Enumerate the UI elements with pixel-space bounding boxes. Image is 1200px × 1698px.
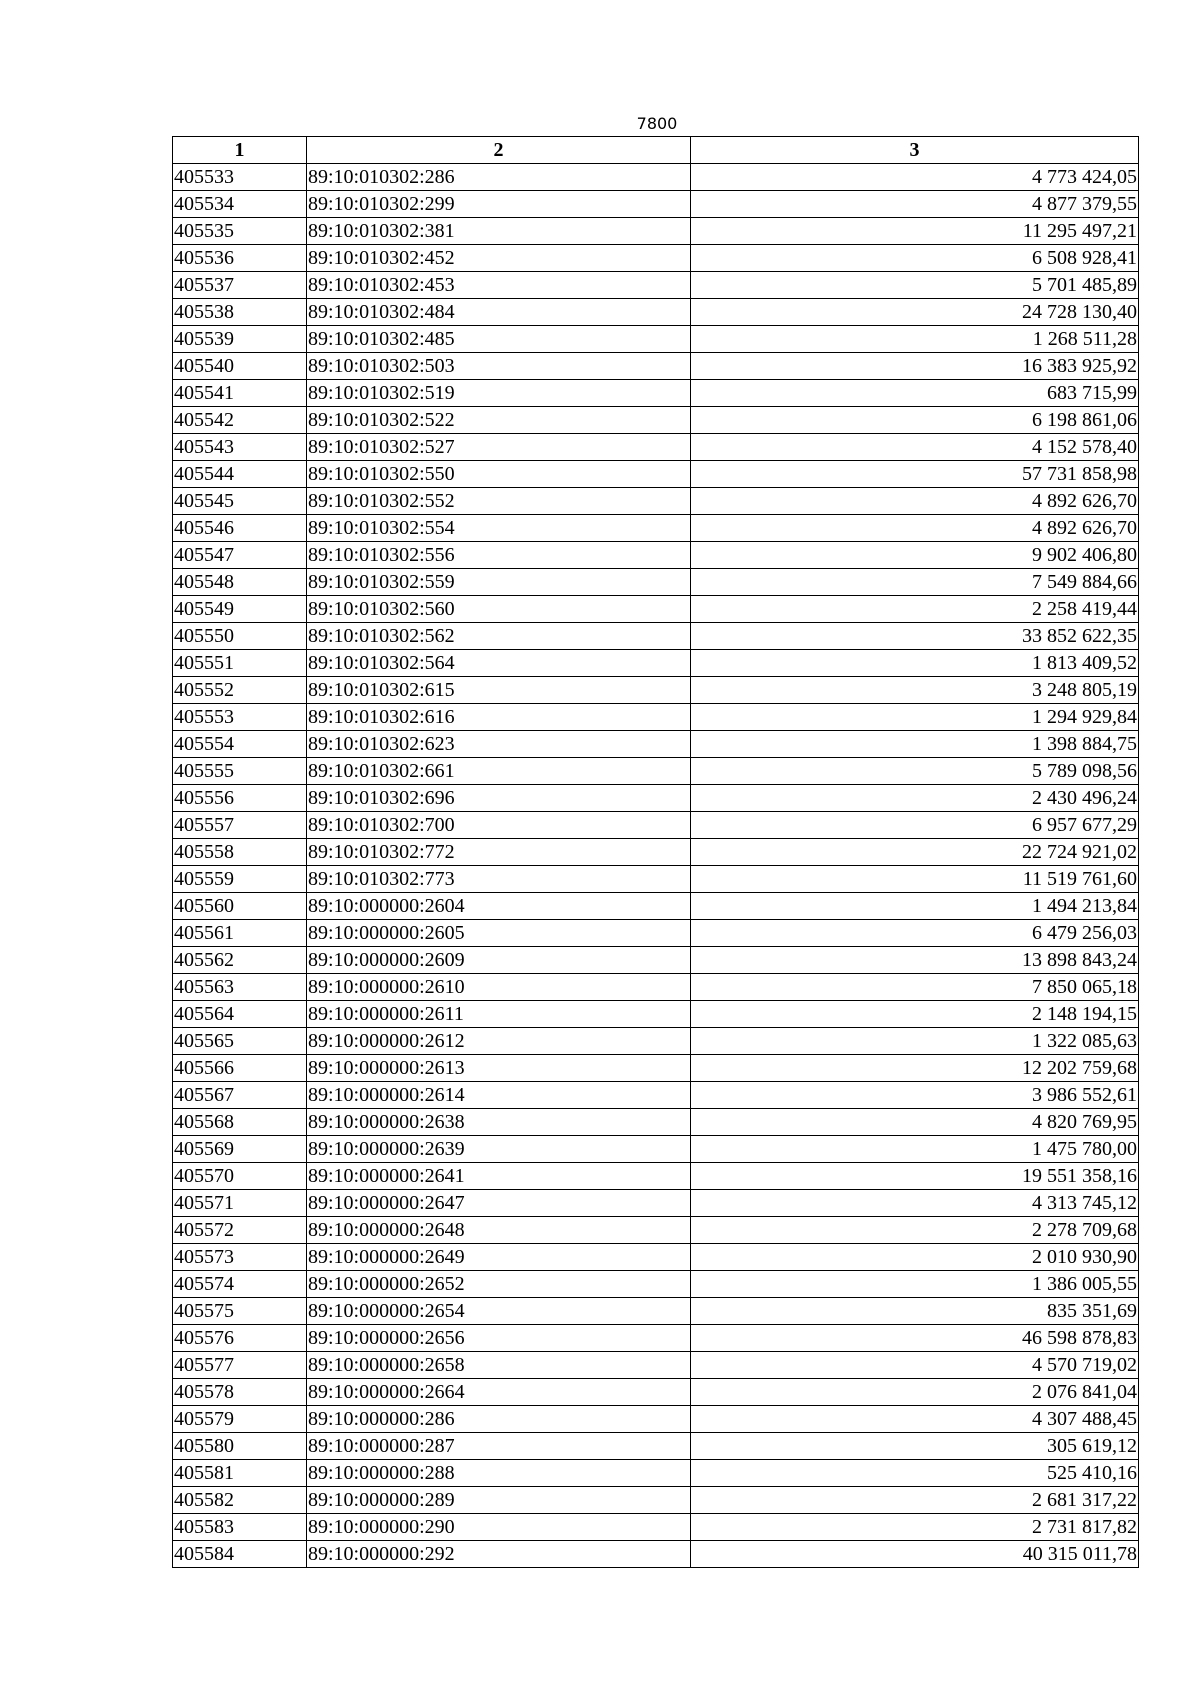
value-cell: 3 248 805,19 [691,677,1139,704]
column-header-2: 2 [307,137,691,164]
row-number-cell: 405574 [173,1271,307,1298]
cadastral-number-cell: 89:10:010302:772 [307,839,691,866]
cadastral-number-cell: 89:10:010302:773 [307,866,691,893]
table-row [173,1109,1139,1136]
row-number-cell: 405540 [173,353,307,380]
row-number-cell: 405570 [173,1163,307,1190]
table-row [173,1352,1139,1379]
cadastral-number-cell: 89:10:000000:2639 [307,1136,691,1163]
table-row [173,1163,1139,1190]
table-row [173,1406,1139,1433]
cadastral-number-cell: 89:10:010302:503 [307,353,691,380]
table-row [173,812,1139,839]
table-row [173,434,1139,461]
cadastral-number-cell: 89:10:000000:2658 [307,1352,691,1379]
table-row [173,1325,1139,1352]
value-cell: 6 198 861,06 [691,407,1139,434]
row-number-cell: 405547 [173,542,307,569]
value-cell: 2 258 419,44 [691,596,1139,623]
table-row [173,1217,1139,1244]
cadastral-number-cell: 89:10:010302:661 [307,758,691,785]
cadastral-number-cell: 89:10:010302:554 [307,515,691,542]
table-row [173,704,1139,731]
row-number-cell: 405553 [173,704,307,731]
value-cell: 5 789 098,56 [691,758,1139,785]
column-header-3: 3 [691,137,1139,164]
table-header-row [173,137,1139,164]
value-cell: 5 701 485,89 [691,272,1139,299]
value-cell: 7 850 065,18 [691,974,1139,1001]
row-number-cell: 405536 [173,245,307,272]
cadastral-number-cell: 89:10:010302:696 [307,785,691,812]
cadastral-number-cell: 89:10:010302:615 [307,677,691,704]
row-number-cell: 405566 [173,1055,307,1082]
value-cell: 4 820 769,95 [691,1109,1139,1136]
table-row [173,1460,1139,1487]
cadastral-number-cell: 89:10:010302:484 [307,299,691,326]
value-cell: 1 813 409,52 [691,650,1139,677]
value-cell: 22 724 921,02 [691,839,1139,866]
row-number-cell: 405542 [173,407,307,434]
row-number-cell: 405581 [173,1460,307,1487]
row-number-cell: 405548 [173,569,307,596]
value-cell: 1 398 884,75 [691,731,1139,758]
value-cell: 4 892 626,70 [691,488,1139,515]
value-cell: 4 307 488,45 [691,1406,1139,1433]
table-row [173,164,1139,191]
registry-table [172,136,1139,1568]
table-row [173,650,1139,677]
table-row [173,1541,1139,1568]
row-number-cell: 405535 [173,218,307,245]
value-cell: 2 010 930,90 [691,1244,1139,1271]
value-cell: 4 892 626,70 [691,515,1139,542]
table-row [173,353,1139,380]
cadastral-number-cell: 89:10:000000:2649 [307,1244,691,1271]
cadastral-number-cell: 89:10:000000:2641 [307,1163,691,1190]
cadastral-number-cell: 89:10:000000:290 [307,1514,691,1541]
row-number-cell: 405533 [173,164,307,191]
cadastral-number-cell: 89:10:000000:2613 [307,1055,691,1082]
table-row [173,1001,1139,1028]
cadastral-number-cell: 89:10:010302:562 [307,623,691,650]
row-number-cell: 405564 [173,1001,307,1028]
page-number: 7800 [636,114,678,133]
value-cell: 12 202 759,68 [691,1055,1139,1082]
value-cell: 1 268 511,28 [691,326,1139,353]
table-body [173,164,1139,1568]
value-cell: 1 475 780,00 [691,1136,1139,1163]
table-row [173,272,1139,299]
cadastral-number-cell: 89:10:000000:2648 [307,1217,691,1244]
cadastral-number-cell: 89:10:000000:2605 [307,920,691,947]
row-number-cell: 405534 [173,191,307,218]
value-cell: 3 986 552,61 [691,1082,1139,1109]
table-row [173,191,1139,218]
cadastral-number-cell: 89:10:000000:2609 [307,947,691,974]
row-number-cell: 405544 [173,461,307,488]
row-number-cell: 405578 [173,1379,307,1406]
cadastral-number-cell: 89:10:000000:287 [307,1433,691,1460]
table-row [173,785,1139,812]
cadastral-number-cell: 89:10:000000:2652 [307,1271,691,1298]
cadastral-number-cell: 89:10:000000:2610 [307,974,691,1001]
value-cell: 2 278 709,68 [691,1217,1139,1244]
value-cell: 305 619,12 [691,1433,1139,1460]
value-cell: 683 715,99 [691,380,1139,407]
cadastral-number-cell: 89:10:010302:552 [307,488,691,515]
row-number-cell: 405551 [173,650,307,677]
cadastral-number-cell: 89:10:010302:485 [307,326,691,353]
table-row [173,326,1139,353]
table-row [173,245,1139,272]
table-row [173,920,1139,947]
table-row [173,758,1139,785]
value-cell: 2 148 194,15 [691,1001,1139,1028]
row-number-cell: 405577 [173,1352,307,1379]
cadastral-number-cell: 89:10:000000:289 [307,1487,691,1514]
row-number-cell: 405584 [173,1541,307,1568]
value-cell: 2 430 496,24 [691,785,1139,812]
cadastral-number-cell: 89:10:000000:292 [307,1541,691,1568]
table-row [173,1379,1139,1406]
table-row [173,461,1139,488]
table-row [173,839,1139,866]
row-number-cell: 405568 [173,1109,307,1136]
table-row [173,1082,1139,1109]
cadastral-number-cell: 89:10:010302:527 [307,434,691,461]
cadastral-number-cell: 89:10:010302:560 [307,596,691,623]
table-row [173,407,1139,434]
value-cell: 13 898 843,24 [691,947,1139,974]
row-number-cell: 405558 [173,839,307,866]
row-number-cell: 405550 [173,623,307,650]
cadastral-number-cell: 89:10:000000:2638 [307,1109,691,1136]
row-number-cell: 405571 [173,1190,307,1217]
value-cell: 4 313 745,12 [691,1190,1139,1217]
table-row [173,218,1139,245]
cadastral-number-cell: 89:10:010302:556 [307,542,691,569]
value-cell: 16 383 925,92 [691,353,1139,380]
row-number-cell: 405545 [173,488,307,515]
table-row [173,623,1139,650]
value-cell: 40 315 011,78 [691,1541,1139,1568]
value-cell: 4 570 719,02 [691,1352,1139,1379]
cadastral-number-cell: 89:10:010302:616 [307,704,691,731]
cadastral-number-cell: 89:10:000000:2612 [307,1028,691,1055]
row-number-cell: 405546 [173,515,307,542]
table-row [173,1298,1139,1325]
row-number-cell: 405541 [173,380,307,407]
table-row [173,677,1139,704]
cadastral-number-cell: 89:10:000000:2654 [307,1298,691,1325]
cadastral-number-cell: 89:10:010302:286 [307,164,691,191]
cadastral-number-cell: 89:10:010302:519 [307,380,691,407]
value-cell: 1 386 005,55 [691,1271,1139,1298]
table-row [173,947,1139,974]
row-number-cell: 405575 [173,1298,307,1325]
value-cell: 4 877 379,55 [691,191,1139,218]
cadastral-number-cell: 89:10:010302:564 [307,650,691,677]
table-row [173,1487,1139,1514]
table-row [173,731,1139,758]
value-cell: 6 957 677,29 [691,812,1139,839]
row-number-cell: 405576 [173,1325,307,1352]
value-cell: 1 322 085,63 [691,1028,1139,1055]
cadastral-number-cell: 89:10:010302:559 [307,569,691,596]
row-number-cell: 405556 [173,785,307,812]
cadastral-number-cell: 89:10:000000:288 [307,1460,691,1487]
cadastral-number-cell: 89:10:000000:2614 [307,1082,691,1109]
row-number-cell: 405565 [173,1028,307,1055]
row-number-cell: 405543 [173,434,307,461]
table-row [173,299,1139,326]
table-row [173,1271,1139,1298]
table-row [173,488,1139,515]
cadastral-number-cell: 89:10:000000:2647 [307,1190,691,1217]
table-row [173,1244,1139,1271]
row-number-cell: 405538 [173,299,307,326]
cadastral-number-cell: 89:10:010302:381 [307,218,691,245]
value-cell: 2 076 841,04 [691,1379,1139,1406]
value-cell: 11 295 497,21 [691,218,1139,245]
row-number-cell: 405555 [173,758,307,785]
value-cell: 9 902 406,80 [691,542,1139,569]
value-cell: 4 773 424,05 [691,164,1139,191]
cadastral-number-cell: 89:10:000000:2611 [307,1001,691,1028]
row-number-cell: 405539 [173,326,307,353]
value-cell: 24 728 130,40 [691,299,1139,326]
value-cell: 1 494 213,84 [691,893,1139,920]
cadastral-number-cell: 89:10:010302:700 [307,812,691,839]
cadastral-number-cell: 89:10:010302:452 [307,245,691,272]
table-row [173,569,1139,596]
row-number-cell: 405582 [173,1487,307,1514]
column-header-1: 1 [173,137,307,164]
table-row [173,596,1139,623]
value-cell: 6 479 256,03 [691,920,1139,947]
row-number-cell: 405583 [173,1514,307,1541]
table-row [173,1055,1139,1082]
row-number-cell: 405557 [173,812,307,839]
value-cell: 33 852 622,35 [691,623,1139,650]
row-number-cell: 405579 [173,1406,307,1433]
row-number-cell: 405537 [173,272,307,299]
table-row [173,893,1139,920]
table-row [173,1514,1139,1541]
table-row [173,866,1139,893]
value-cell: 1 294 929,84 [691,704,1139,731]
table-row [173,1136,1139,1163]
value-cell: 19 551 358,16 [691,1163,1139,1190]
value-cell: 57 731 858,98 [691,461,1139,488]
cadastral-number-cell: 89:10:010302:453 [307,272,691,299]
table-row [173,515,1139,542]
table-row [173,974,1139,1001]
row-number-cell: 405562 [173,947,307,974]
row-number-cell: 405563 [173,974,307,1001]
row-number-cell: 405569 [173,1136,307,1163]
row-number-cell: 405549 [173,596,307,623]
value-cell: 6 508 928,41 [691,245,1139,272]
cadastral-number-cell: 89:10:010302:550 [307,461,691,488]
row-number-cell: 405552 [173,677,307,704]
cadastral-number-cell: 89:10:000000:286 [307,1406,691,1433]
value-cell: 11 519 761,60 [691,866,1139,893]
value-cell: 2 681 317,22 [691,1487,1139,1514]
table-row [173,380,1139,407]
value-cell: 525 410,16 [691,1460,1139,1487]
cadastral-number-cell: 89:10:000000:2604 [307,893,691,920]
row-number-cell: 405567 [173,1082,307,1109]
table-row [173,1028,1139,1055]
cadastral-number-cell: 89:10:010302:623 [307,731,691,758]
value-cell: 7 549 884,66 [691,569,1139,596]
cadastral-number-cell: 89:10:000000:2664 [307,1379,691,1406]
row-number-cell: 405573 [173,1244,307,1271]
row-number-cell: 405554 [173,731,307,758]
value-cell: 2 731 817,82 [691,1514,1139,1541]
value-cell: 4 152 578,40 [691,434,1139,461]
cadastral-number-cell: 89:10:000000:2656 [307,1325,691,1352]
cadastral-number-cell: 89:10:010302:522 [307,407,691,434]
row-number-cell: 405560 [173,893,307,920]
row-number-cell: 405559 [173,866,307,893]
row-number-cell: 405572 [173,1217,307,1244]
row-number-cell: 405580 [173,1433,307,1460]
cadastral-number-cell: 89:10:010302:299 [307,191,691,218]
table-row [173,1190,1139,1217]
table-row [173,542,1139,569]
value-cell: 835 351,69 [691,1298,1139,1325]
value-cell: 46 598 878,83 [691,1325,1139,1352]
table-row [173,1433,1139,1460]
row-number-cell: 405561 [173,920,307,947]
